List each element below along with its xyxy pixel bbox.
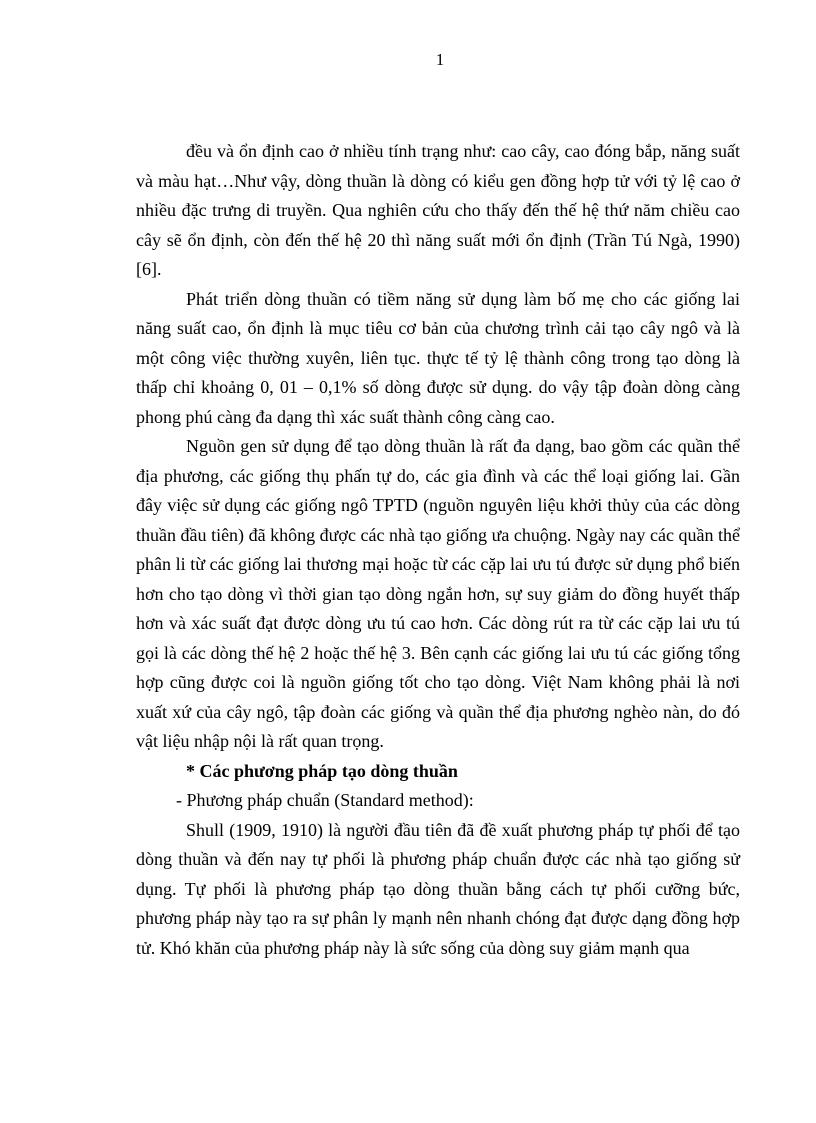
document-body	[136, 137, 740, 963]
subsection-heading: - Phương pháp chuẩn (Standard method):	[176, 790, 474, 810]
paragraph-2: Phát triển dòng thuần có tiềm năng sử dụng làm bố mẹ cho các giống lai năng suất cao, ổn định là mục tiêu cơ bản của chương trình cải tạo cây ngô và là một công việc thường xuyên, liên tục. thực tế tỷ lệ thành công trong tạo dòng là thấp chỉ khoảng 0, 01 – 0,1% số dòng được sử dụng. do vậy tập đoàn dòng càng phong phú càng đa dạng thì xác suất thành công càng cao.	[136, 288, 740, 427]
paragraph-1: đều và ổn định cao ở nhiều tính trạng như: cao cây, cao đóng bắp, năng suất và màu hạt…Như vậy, dòng thuần là dòng có kiểu gen đồng hợp tử với tỷ lệ cao ở nhiều đặc trưng di truyền. Qua nghiên cứu cho thấy đến thế hệ thứ năm chiều cao cây sẽ ổn định, còn đến thế hệ 20 thì năng suất mới ổn định (Trần Tú Ngà, 1990) [6].	[136, 141, 740, 279]
page-number: 1	[435, 50, 445, 69]
paragraph-4: Shull (1909, 1910) là người đầu tiên đã đề xuất phương pháp tự phối để tạo dòng thuần và đến nay tự phối là phương pháp chuẩn được các nhà tạo giống sử dụng. Tự phối là phương pháp tạo dòng thuần bằng cách tự phối cưỡng bức, phương pháp này tạo ra sự phân ly mạnh nên nhanh chóng đạt được dạng đồng hợp tử. Khó khăn của phương pháp này là sức sống của dòng suy giảm mạnh qua	[136, 819, 740, 958]
paragraph-3: Nguồn gen sử dụng để tạo dòng thuần là rất đa dạng, bao gồm các quần thể địa phương, các giống thụ phấn tự do, các gia đình và các thể loại giống lai. Gần đây việc sử dụng các giống ngô TPTD (nguồn nguyên liệu khởi thủy của các dòng thuần đầu tiên) đã không được các nhà tạo giống ưa chuộng. Ngày nay các quần thể phân li từ các giống lai thương mại hoặc từ các cặp lai ưu tú được sử dụng phổ biến hơn cho tạo dòng vì thời gian tạo dòng ngắn hơn, sự suy giảm do đồng huyết thấp hơn và xác suất đạt được dòng ưu tú cao hơn. Các dòng rút ra từ các cặp lai ưu tú gọi là các dòng thế hệ 2 hoặc thế hệ 3. Bên cạnh các giống lai ưu tú các giống tổng hợp cũng được coi là nguồn giống tốt cho tạo dòng. Việt Nam không phải là nơi xuất xứ của cây ngô, tập đoàn các giống và quần thể địa phương nghèo nàn, do đó vật liệu nhập nội là rất quan trọng.	[136, 436, 740, 751]
section-heading: * Các phương pháp tạo dòng thuần	[186, 760, 458, 781]
